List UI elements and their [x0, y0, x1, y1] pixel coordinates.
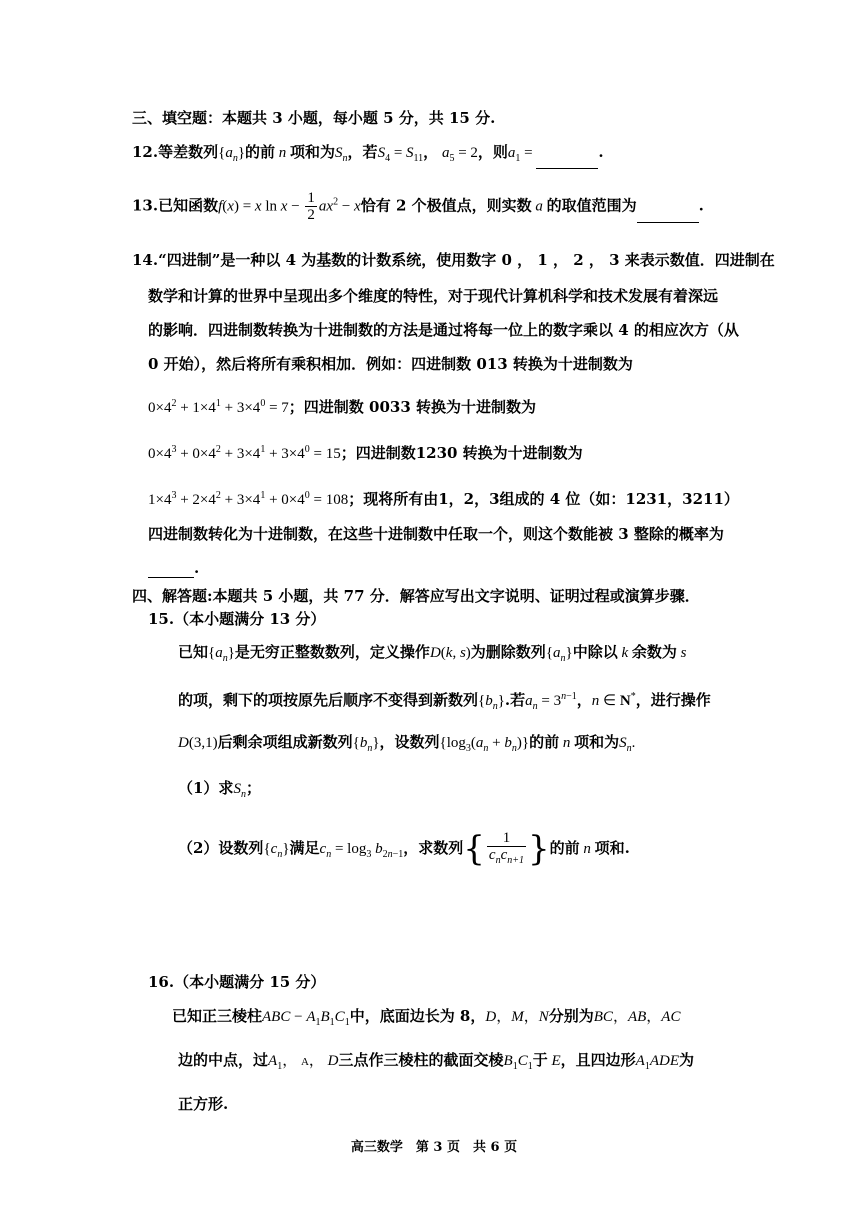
answer-blank-12[interactable] — [536, 152, 598, 169]
question-16-title: 16.（本小题满分 15 分） — [148, 973, 326, 991]
question-14-line-1: 14.“四进制”是一种以 4 为基数的计数系统，使用数字 0 ， 1 ， 2 ， 3 来表示数值．四进制在 — [132, 251, 775, 269]
question-15-line-3: D(3,1)后剩余项组成新数列$\{b_n\}$，设数列$\{\log_3(a_n + b_n)\}$的前 n 项和为$S_n$. — [178, 733, 636, 754]
question-15-part-2: （2）设数列$\{c_n\}$满足$c_n = \log_3 b_{2n-1}$，求数列{ $\frac{1}{c_nc_{n+1}}$ }的前 n 项和. — [178, 829, 630, 869]
question-16-line-3: 正方形. — [178, 1095, 229, 1113]
question-14-line-9: . — [148, 558, 199, 578]
answer-blank-13[interactable] — [637, 206, 699, 223]
page-footer: 高三数学 第 3 页 共 6 页 — [350, 1140, 518, 1155]
question-14-line-4: 0 开始），然后将所有乘积相加．例如：四进制数 013 转换为十进制数为 — [148, 355, 633, 373]
question-14-line-7: $1\times 4^3 + 2\times 4^2 + 3\times 4^1 + 0\times 4^0 = 108$；现将所有由1，2，3组成的 4 位（如：1231，3211） — [148, 490, 739, 508]
question-15-line-2: 的项，剩下的项按原先后顺序不变得到新数列$\{b_n\}$.若$a_n = 3^{n-1}$，n ∈ N*，进行操作 — [178, 691, 711, 712]
section4-heading: 四、解答题:本题共 5 小题，共 77 分．解答应写出文字说明、证明过程或演算步骤． — [132, 587, 700, 605]
question-14-line-5: $0\times 4^2 + 1\times 4^1 + 3\times 4^0 = 7$；四进制数 0033 转换为十进制数为 — [148, 398, 536, 416]
question-14-line-6: $0\times 4^3 + 0\times 4^2 + 3\times 4^1 + 3\times 4^0 = 15$；四进制数1230 转换为十进制数为 — [148, 444, 583, 462]
question-15-line-1: 已知$\{a_n\}$是无穷正整数数列，定义操作D(k, s)为删除数列$\{a_n\}$中除以 k 余数为 s — [178, 643, 687, 664]
question-15-title: 15.（本小题满分 13 分） — [148, 610, 326, 628]
section3-heading: 三、填空题：本题共 3 小题，每小题 5 分，共 15 分. — [132, 109, 496, 127]
answer-blank-14[interactable] — [148, 561, 194, 578]
question-14-line-3: 的影响．四进制数转换为十进制数的方法是通过将每一位上的数字乘以 4 的相应次方（从 — [148, 321, 739, 339]
question-14-line-2: 数学和计算的世界中呈现出多个维度的特性，对于现代计算机科学和技术发展有着深远 — [148, 287, 719, 305]
question-12: 12.等差数列$\{a_n\}$的前 n 项和为$S_n$，若$S_4 = S_{11}$， $a_5 = 2$，则$a_1$ = . — [132, 142, 604, 169]
question-16-line-1: 已知正三棱柱ABC − $A_1B_1C_1$中，底面边长为 8，D，M，N分别为BC，AB，AC — [172, 1007, 681, 1028]
question-15-part-1: （1）求$S_n$； — [178, 779, 261, 800]
question-13: 13.已知函数f(x) = x ln x − $\frac{1}{2}$ $ax^2 - x$恰有 2 个极值点，则实数 a 的取值范围为 . — [132, 190, 704, 223]
question-14-line-8: 四进制数转化为十进制数，在这些十进制数中任取一个，则这个数能被 3 整除的概率为 — [148, 525, 724, 543]
question-16-line-2: 边的中点，过$A_1$， A， D三点作三棱柱的截面交棱$B_1C_1$于 E，且四边形$A_1ADE$为 — [178, 1051, 695, 1072]
